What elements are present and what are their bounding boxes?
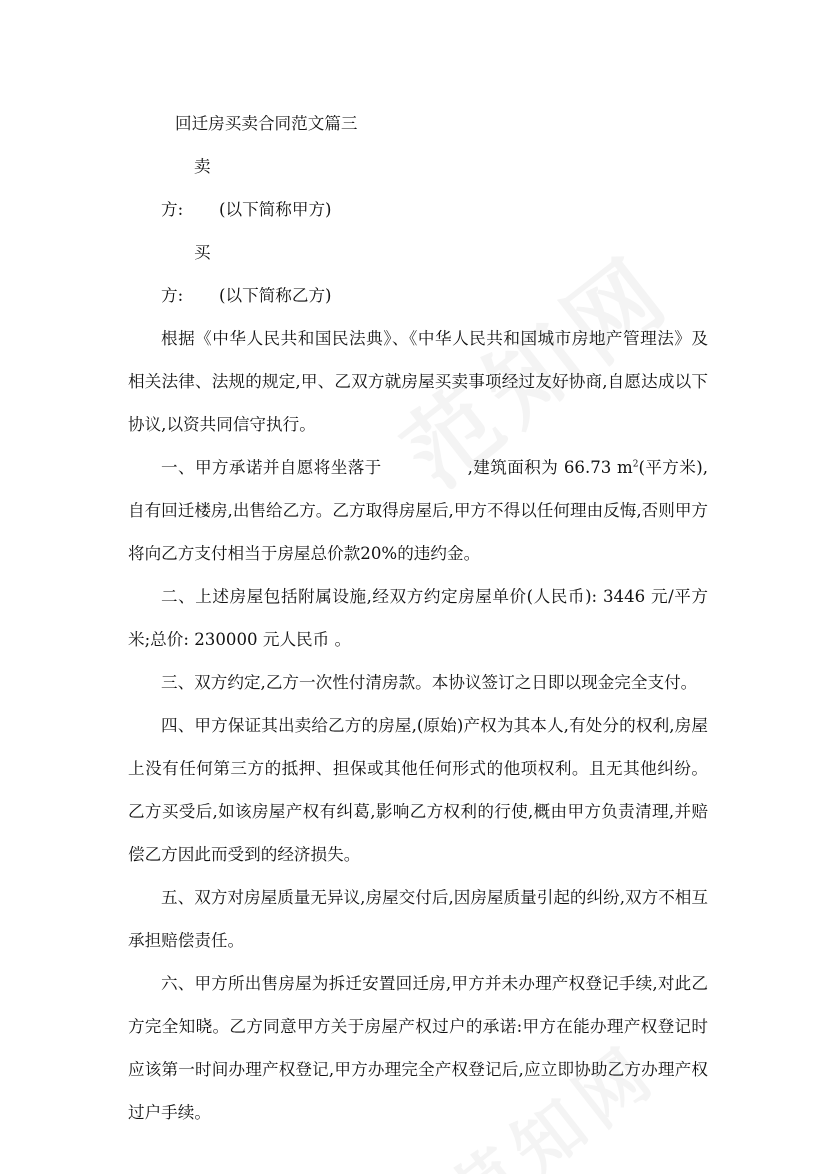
seller-line bbox=[128, 145, 708, 231]
document-title: 回迁房买卖合同范文篇三 bbox=[175, 114, 358, 133]
clause-1-part-c: (平方米),自有回迁楼房,出售给乙方。乙方取得房屋后,甲方不得以任何理由反悔,否则甲方将向乙方支付相当于房屋总价款20%的违约金。 bbox=[128, 458, 709, 563]
buyer-note: (以下简称乙方) bbox=[219, 286, 332, 305]
clause-1-part-a: 一、甲方承诺并自愿将坐落于 bbox=[161, 458, 382, 477]
clause-2: 二、上述房屋包括附属设施,经双方约定房屋单价(人民币): 3446 元/平方米;总价: 230000 元人民币 。 bbox=[128, 587, 708, 649]
clause-4: 四、甲方保证其出卖给乙方的房屋,(原始)产权为其本人,有处分的权利,房屋上没有任何第三方的抵押、担保或其他任何形式的他项权利。且无其他纠纷。乙方买受后,如该房屋产权有纠葛,影响乙方权利的行使,概由甲方负责清理,并赔偿乙方因此而受到的经济损失。 bbox=[128, 716, 708, 864]
seller-note: (以下简称甲方) bbox=[219, 200, 332, 219]
clause-5: 五、双方对房屋质量无异议,房屋交付后,因房屋质量引起的纠纷,双方不相互承担赔偿责任。 bbox=[128, 888, 708, 950]
clause-6: 六、甲方所出售房屋为拆迁安置回迁房,甲方并未办理产权登记手续,对此乙方完全知晓。乙方同意甲方关于房屋产权过户的承诺:甲方在能办理产权登记时应该第一时间办理产权登记,甲方办理完全产权登记后,应立即协助乙方办理产权过户手续。 bbox=[128, 974, 708, 1122]
clause-3: 三、双方约定,乙方一次性付清房款。本协议签订之日即以现金完全支付。 bbox=[161, 673, 698, 692]
buyer-line bbox=[128, 231, 708, 317]
document-body bbox=[128, 102, 708, 1134]
buyer-label: 买方: bbox=[161, 243, 211, 305]
seller-label: 卖方: bbox=[161, 157, 211, 219]
intro-paragraph: 根据《中华人民共和国民法典》、《中华人民共和国城市房地产管理法》及相关法律、法规的规定,甲、乙双方就房屋买卖事项经过友好协商,自愿达成以下协议,以资共同信守执行。 bbox=[128, 329, 708, 434]
square-superscript: 2 bbox=[632, 459, 639, 470]
clause-1-part-b: ,建筑面积为 66.73 m bbox=[467, 458, 633, 477]
clause-1 bbox=[128, 446, 708, 575]
location-blank bbox=[382, 472, 468, 473]
